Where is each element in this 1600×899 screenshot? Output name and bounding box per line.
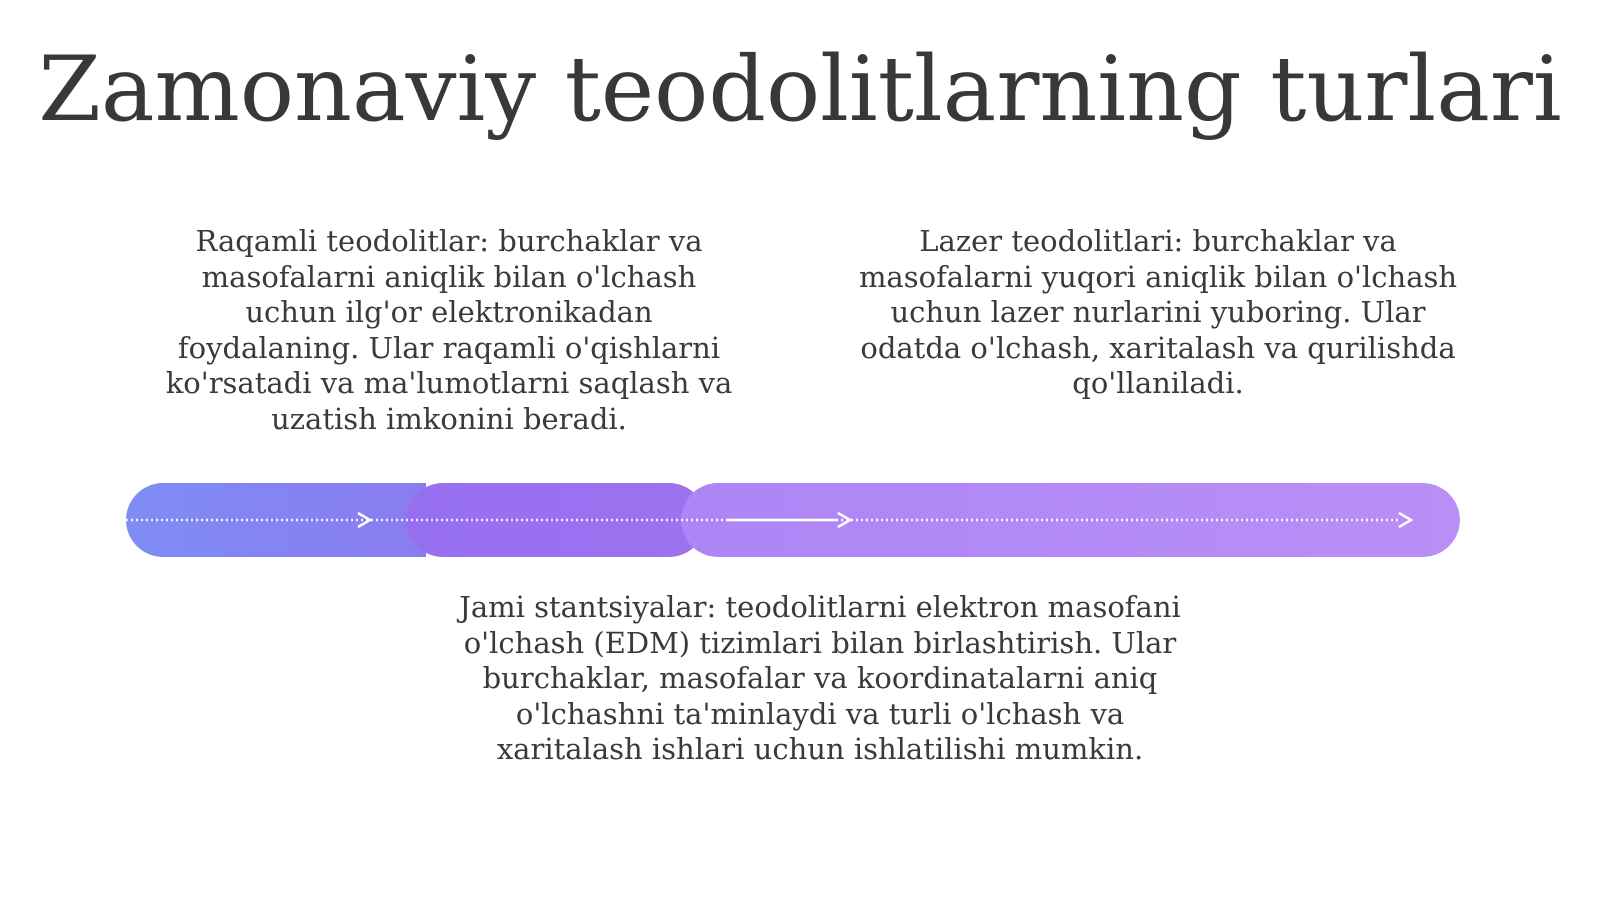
timeline-bar (126, 483, 1460, 557)
timeline-graphic (126, 483, 1460, 557)
total-station-text: Jami stantsiyalar: teodolitlarni elektron masofani o'lchash (EDM) tizimlari bilan birlashtirish. Ular burchaklar, masofalar va koordinatalarni aniq o'lchashni ta'minlaydi va turli o'lchash va xaritalash ishlari uchun ishlatilishi mumkin. (459, 590, 1181, 766)
laser-theodolite-text: Lazer teodolitlari: burchaklar va masofalarni yuqori aniqlik bilan o'lchash uchun lazer nurlarini yuboring. Ular odatda o'lchash, xaritalash va qurilishda qo'llaniladi. (858, 224, 1458, 400)
digital-theodolite-text: Raqamli teodolitlar: burchaklar va masofalarni aniqlik bilan o'lchash uchun ilg'or elektronikadan foydalaning. Ular raqamli o'qishlarni ko'rsatadi va ma'lumotlarni saqlash va uzatish imkonini beradi. (165, 224, 733, 436)
slide-title: Zamonaviy teodolitlarning turlari (38, 37, 1562, 142)
